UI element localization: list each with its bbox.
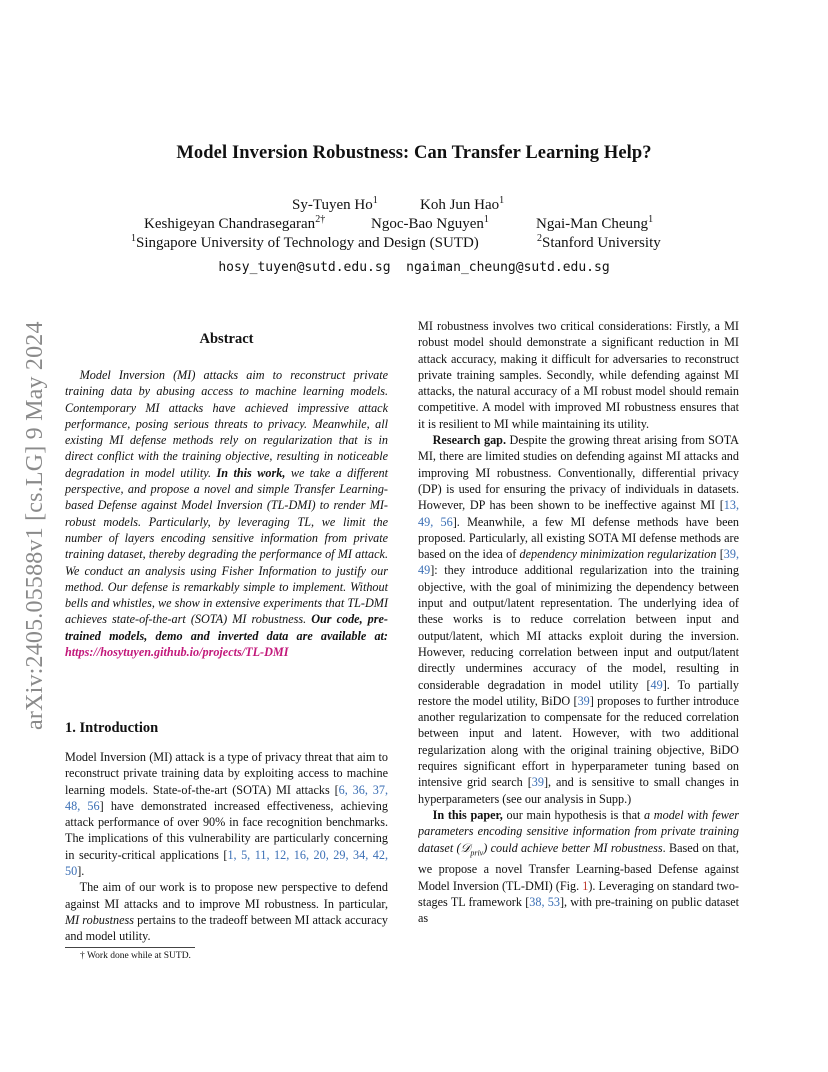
citation-link[interactable]: 1, 5, 11, 12, 16, 20, 29, 34, 42, 50 bbox=[65, 847, 388, 879]
abstract-bold-2: Our code, pre-trained models, demo and inverted data are available at: bbox=[65, 612, 388, 643]
project-link[interactable]: https://hosytuyen.github.io/projects/TL-DMI bbox=[65, 645, 289, 660]
right-column-flow bbox=[418, 318, 739, 926]
author-3: Keshigeyan Chandrasegaran$^{2\dagger}$ bbox=[144, 214, 326, 232]
arxiv-stamp: arXiv:2405.05588v1 [cs.LG] 9 May 2024 bbox=[22, 321, 48, 730]
footnote-rule bbox=[65, 947, 195, 948]
intro-continued-text: MI robustness involves two critical considerations: Firstly, a MI robust model should demonstrate a significant reduction in MI attack accuracy, making it difficult for adversaries to reconstruct private training samples. Secondly, while defending against MI attacks, the natural accuracy of a MI robust model should remain competitive. A model with improved MI robustness ensures that it is resilient to MI while maintaining its utility. bbox=[418, 319, 739, 431]
abstract-text: Model Inversion (MI) attacks aim to reconstruct private training data by abusing access to machine learning models. Contemporary MI attacks have achieved impressive attack performance, posing serious threats to privacy. Meanwhile, all existing MI defense methods rely on regularization that is in direct conflict with the training objective, resulting in noticeable degradation in model utility. In this work, we take a different perspective, and propose a novel and simple Transfer Learning-based Defense against Model Inversion (TL-DMI) to render MI-robust models. Particularly, by leveraging TL, we limit the number of layers encoding sensitive information from private training dataset, thereby degrading the performance of MI attack. We conduct an analysis using Fisher Information to justify our method. Our defense is remarkably simple to implement. Without bells and whistles, we show in extensive experiments that TL-DMI achieves state-of-the-art (SOTA) MI robustness. Our code, pre-trained models, demo and inverted data are available at: https://hosytuyen.github.io/projects/TL-DMI bbox=[65, 368, 389, 660]
citation-link[interactable]: 13, 49, 56 bbox=[418, 498, 739, 529]
research-gap-paragraph: Research gap. Despite the growing threat arising from SOTA MI, there are limited studies on defending against MI attacks and improving MI robustness. Conventionally, differential privacy (DP) is used for ensuring the privacy of individuals in datasets. However, DP has been shown to be ineffective against MI [13, 49, 56]. Meanwhile, a few MI defense methods have been proposed. Particularly, all existing SOTA MI defense methods are based on the idea of dependency minimization regularization [39, 49]: they introduce additional regularization into the training objective, with the goal of minimizing the dependency between input and output/latent representation. The underlying idea of these works is to reduce correlation between input and output/latent, which MI attacks exploit during the inversion. However, reducing correlation between input and output/latent directly undermines accuracy of the model, resulting in considerable degradation in model utility [49]. To partially restore the model utility, BiDO [39] proposes to further introduce another regularization to compensate for the reduced correlation between input and latent. However, with two additional regularization along with the original training objective, BiDO requires significant effort in hyperparameter tuning based on intensive grid search [39], and is sensitive to small changes in hyperparameters (see our analysis in Supp.) bbox=[418, 433, 739, 806]
citation-link[interactable]: 6, 36, 37, 48, 56 bbox=[65, 782, 388, 813]
citation-link[interactable]: 49 bbox=[650, 677, 663, 692]
author-emails: hosy_tuyen@sutd.edu.sg ngaiman_cheung@sutd.edu.sg bbox=[218, 260, 610, 275]
affiliation-1: $^1$Singapore University of Technology and Design (SUTD) bbox=[131, 233, 479, 251]
abstract-heading: Abstract bbox=[199, 331, 254, 347]
abstract-bold-1: In this work, bbox=[216, 465, 286, 480]
paper-title: Model Inversion Robustness: Can Transfer Learning Help? bbox=[176, 143, 652, 163]
footnote: † Work done while at SUTD. bbox=[80, 951, 191, 961]
citation-link[interactable]: 39, 49 bbox=[418, 547, 739, 578]
affiliation-2: $^2$Stanford University bbox=[537, 233, 661, 251]
author-2: Koh Jun Hao$^1$ bbox=[420, 195, 505, 213]
citation-link[interactable]: 39 bbox=[577, 693, 590, 708]
author-5: Ngai-Man Cheung$^1$ bbox=[536, 214, 654, 232]
this-paper-paragraph: In this paper, our main hypothesis is that a model with fewer parameters encoding sensitive information from private training dataset (𝒟$_{priv}$) could achieve better MI robustness. Based on that, we propose a novel Transfer Learning-based Defense against Model Inversion (TL-DMI) (Fig. 1). Leveraging on standard two-stages TL framework [38, 53], with pre-training on public dataset as bbox=[418, 807, 739, 926]
author-1: Sy-Tuyen Ho$^1$ bbox=[292, 195, 378, 213]
right-column bbox=[418, 318, 739, 978]
figure-link[interactable]: 1 bbox=[582, 878, 589, 893]
citation-link[interactable]: 38, 53 bbox=[529, 894, 560, 909]
citation-link[interactable]: 39 bbox=[531, 775, 544, 790]
intro-text: Model Inversion (MI) attack is a type of privacy threat that aim to reconstruct private training data by exploiting access to machine learning models. State-of-the-art (SOTA) MI attacks [6, 36, 37, 48, 56] have demonstrated increased effectiveness, achieving attack performance of over 90% in face recognition benchmarks. The implications of this vulnerability are particularly concerning in security-critical applications [1, 5, 11, 12, 16, 20, 29, 34, 42, 50]. The aim of our work is to propose new perspective to defend against MI attacks and to improve MI robustness. In particular, MI robustness pertains to the tradeoff between MI attack accuracy and model utility. bbox=[65, 750, 389, 944]
section-heading-introduction: 1. Introduction bbox=[65, 720, 159, 736]
author-4: Ngoc-Bao Nguyen$^1$ bbox=[371, 214, 489, 232]
